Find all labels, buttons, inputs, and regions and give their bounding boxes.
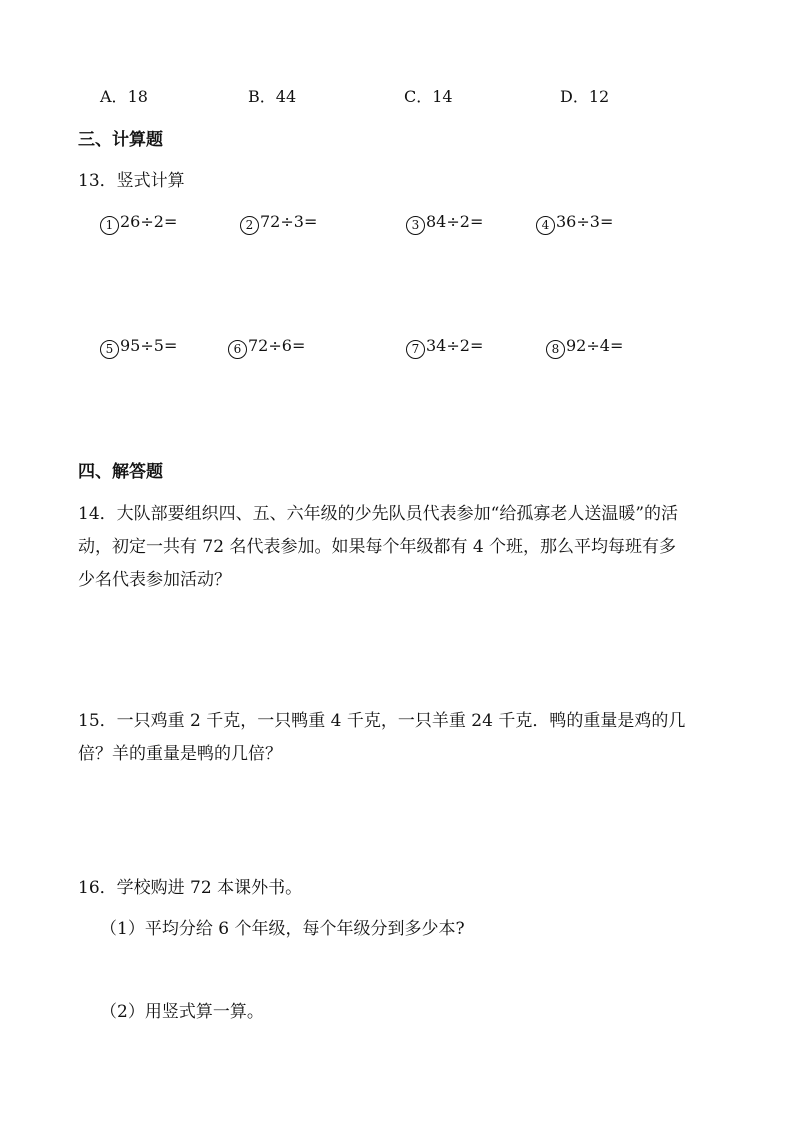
option-b [248,86,296,108]
calc-expr-8: 92÷4= [566,336,624,355]
circled-number-2: 2 [240,216,259,235]
calc-expr-6: 72÷6= [248,336,306,355]
option-d-value: 12 [588,87,610,106]
calc-item-4 [536,211,613,235]
option-c-value: 14 [432,87,453,106]
circled-number-4: 4 [536,216,555,235]
q13-label: 13．竖式计算 [78,171,185,191]
circled-number-5: 5 [100,340,119,359]
circled-number-8: 8 [546,340,565,359]
calc-item-7 [406,335,483,359]
section-3-title: 三、计算题 [78,130,163,150]
q15-line-2: 倍？羊的重量是鸭的几倍？ [78,744,282,764]
q15-text [78,705,718,771]
option-a [100,86,148,108]
option-c-letter: C． [404,87,433,106]
option-c [404,86,453,108]
circled-number-7: 7 [406,340,425,359]
calc-item-3 [406,211,483,235]
q14-text [78,498,718,597]
section-4-title: 四、解答题 [78,462,163,482]
option-a-value: 18 [127,87,148,106]
option-a-letter: A． [100,87,128,106]
calc-item-2 [240,211,317,235]
calc-item-6 [228,335,305,359]
q14-line-1: 14．大队部要组织四、五、六年级的少先队员代表参加“给孤寡老人送温暖”的活 [78,504,679,524]
circled-number-1: 1 [100,216,119,235]
option-b-letter: B． [248,87,276,106]
circled-number-6: 6 [228,340,247,359]
q14-line-2: 动，初定一共有 72 名代表参加。如果每个年级都有 4 个班，那么平均每班有多 [78,537,677,557]
calc-expr-4: 36÷3= [556,212,614,231]
q15-line-1: 15．一只鸡重 2 千克，一只鸭重 4 千克，一只羊重 24 千克．鸭的重量是鸡的几 [78,711,686,731]
calc-expr-7: 34÷2= [426,336,484,355]
option-d [560,86,609,108]
q16-stem: 16．学校购进 72 本课外书。 [78,878,303,898]
q16-sub-2: （2）用竖式算一算。 [100,1002,264,1022]
option-b-value: 44 [275,87,297,106]
q16-sub-1: （1）平均分给 6 个年级，每个年级分到多少本? [100,919,465,939]
q14-line-3: 少名代表参加活动？ [78,570,231,590]
calc-expr-5: 95÷5= [120,336,178,355]
calc-item-8 [546,335,623,359]
option-d-letter: D． [560,87,589,106]
calc-expr-2: 72÷3= [260,212,318,231]
circled-number-3: 3 [406,216,425,235]
calc-expr-1: 26÷2= [120,212,178,231]
calc-expr-3: 84÷2= [426,212,484,231]
calc-item-1 [100,211,177,235]
calc-item-5 [100,335,177,359]
